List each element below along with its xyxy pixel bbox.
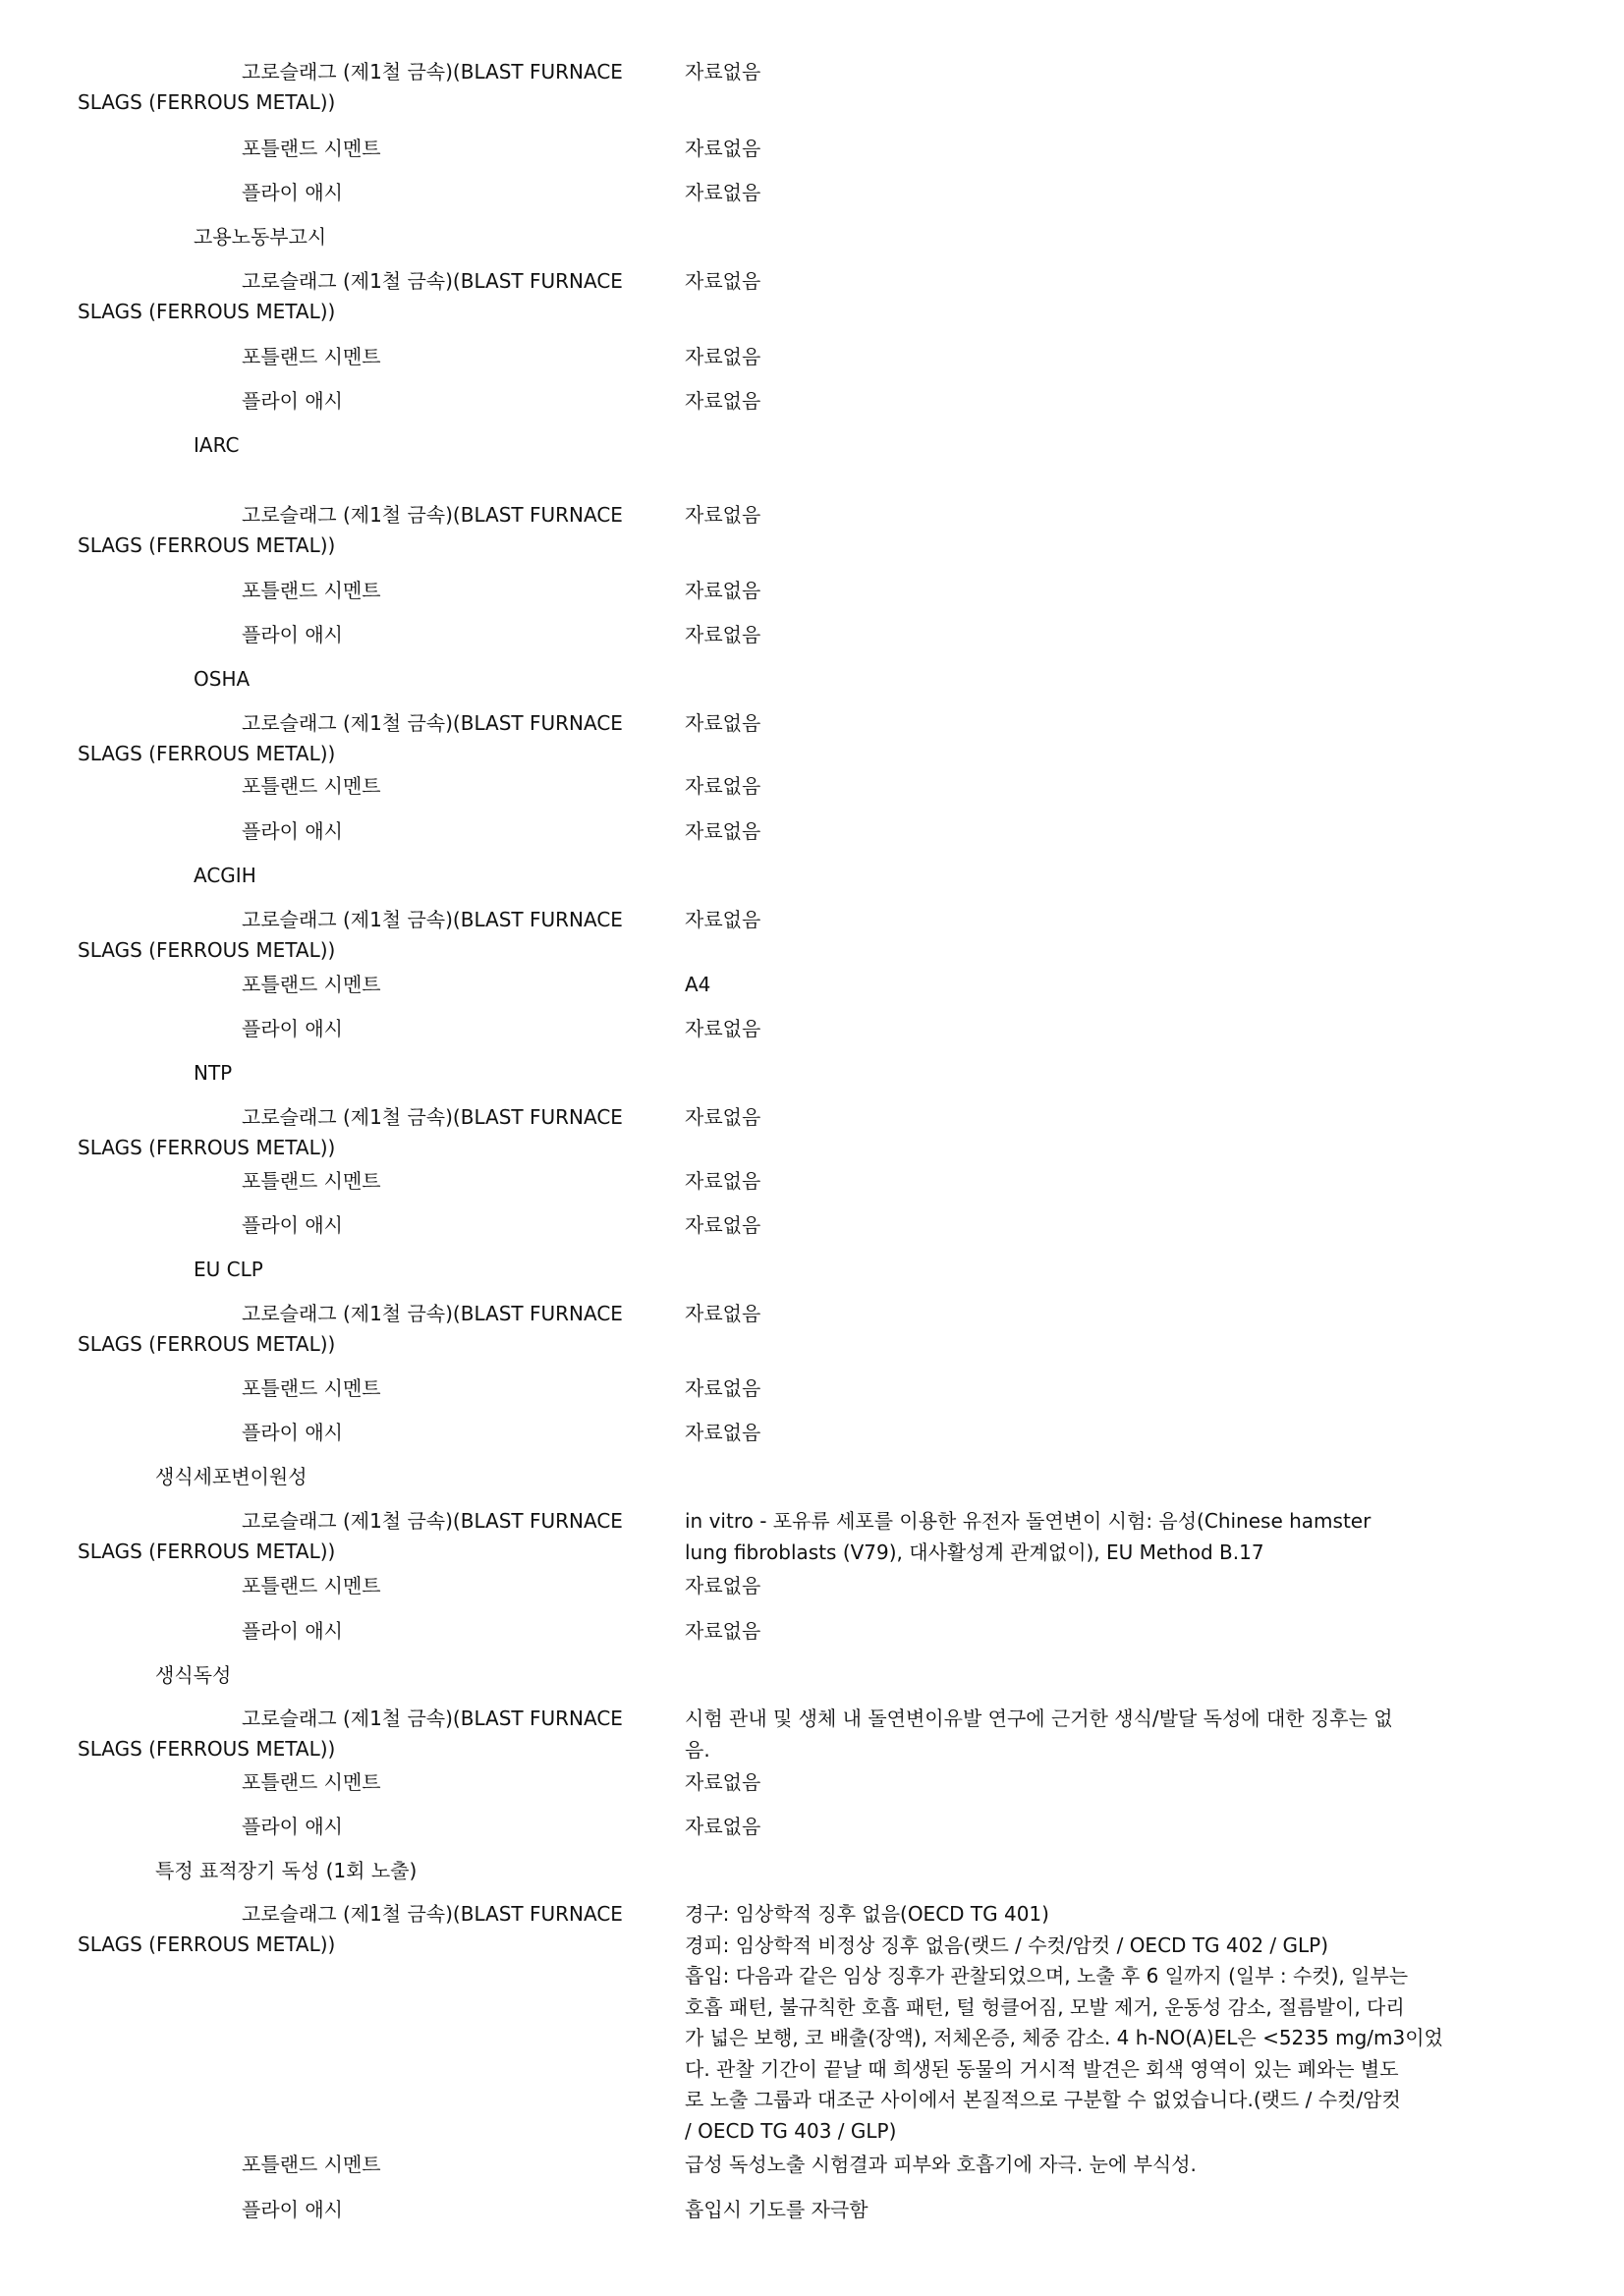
chemical-name-continued: SLAGS (FERROUS METAL)) [78, 533, 336, 557]
section-heading: OSHA [194, 667, 251, 691]
chemical-value: 자료없음 [685, 60, 761, 84]
subsection-heading: 생식세포변이원성 [155, 1465, 308, 1488]
chemical-value: A4 [685, 973, 711, 996]
chemical-name-continued: SLAGS (FERROUS METAL)) [78, 90, 336, 114]
chemical-name-continued: SLAGS (FERROUS METAL)) [78, 742, 336, 765]
chemical-name-continued: SLAGS (FERROUS METAL)) [78, 1136, 336, 1159]
chemical-name: 고로슬래그 (제1철 금속)(BLAST FURNACE [242, 908, 623, 931]
chemical-name: 고로슬래그 (제1철 금속)(BLAST FURNACE [242, 711, 623, 735]
subsection-heading: 생식독성 [155, 1663, 232, 1687]
chemical-name-continued: SLAGS (FERROUS METAL)) [78, 1540, 336, 1563]
chemical-name: 고로슬래그 (제1철 금속)(BLAST FURNACE [242, 1902, 623, 1926]
chemical-value-line: 호흡 패턴, 불규칙한 호흡 패턴, 털 헝클어짐, 모발 제거, 운동성 감소, 절름발이, 다리 [685, 1994, 1405, 2019]
chemical-name: 플라이 애시 [242, 623, 343, 646]
chemical-value: 자료없음 [685, 269, 761, 293]
chemical-value: 흡입시 기도를 자극함 [685, 2198, 868, 2221]
chemical-value-line: 흡입: 다음과 같은 임상 징후가 관찰되었으며, 노출 후 6 일까지 (일부 : 수컷), 일부는 [685, 1964, 1409, 1988]
chemical-name: 플라이 애시 [242, 1213, 343, 1237]
chemical-name: 포틀랜드 시멘트 [242, 2153, 381, 2176]
chemical-value: 자료없음 [685, 1376, 761, 1400]
chemical-name: 플라이 애시 [242, 389, 343, 413]
chemical-value-line: 경피: 임상학적 비정상 징후 없음(랫드 / 수컷/암컷 / OECD TG 402 / GLP) [685, 1932, 1328, 1957]
chemical-value-line: 음. [685, 1737, 710, 1762]
chemical-value: 자료없음 [685, 908, 761, 931]
chemical-value: 자료없음 [685, 137, 761, 160]
chemical-name: 플라이 애시 [242, 2198, 343, 2221]
chemical-name: 고로슬래그 (제1철 금속)(BLAST FURNACE [242, 1707, 623, 1730]
chemical-name: 고로슬래그 (제1철 금속)(BLAST FURNACE [242, 1105, 623, 1129]
chemical-value-line: 경구: 임상학적 징후 없음(OECD TG 401) [685, 1902, 1049, 1926]
chemical-value-line: 로 노출 그룹과 대조군 사이에서 본질적으로 구분할 수 없었습니다.(랫드 / 수컷/암컷 [685, 2088, 1401, 2111]
chemical-value: 자료없음 [685, 1815, 761, 1838]
chemical-name: 플라이 애시 [242, 1619, 343, 1643]
chemical-value-line: lung fibroblasts (V79), 대사활성계 관계없이), EU Method B.17 [685, 1540, 1264, 1564]
chemical-value-line: in vitro - 포유류 세포를 이용한 유전자 돌연변이 시험: 음성(Chinese hamster [685, 1509, 1372, 1533]
chemical-name: 고로슬래그 (제1철 금속)(BLAST FURNACE [242, 1509, 623, 1533]
chemical-value: 자료없음 [685, 1574, 761, 1597]
section-heading: ACGIH [194, 864, 256, 887]
chemical-name: 고로슬래그 (제1철 금속)(BLAST FURNACE [242, 60, 623, 84]
chemical-value: 자료없음 [685, 579, 761, 602]
chemical-value: 자료없음 [685, 389, 761, 413]
chemical-name: 포틀랜드 시멘트 [242, 137, 381, 160]
chemical-value: 자료없음 [685, 623, 761, 646]
chemical-value: 급성 독성노출 시험결과 피부와 호흡기에 자극. 눈에 부식성. [685, 2153, 1197, 2176]
chemical-value: 자료없음 [685, 711, 761, 735]
chemical-name: 포틀랜드 시멘트 [242, 973, 381, 996]
chemical-value: 자료없음 [685, 1302, 761, 1325]
chemical-name: 고로슬래그 (제1철 금속)(BLAST FURNACE [242, 503, 623, 527]
chemical-value: 자료없음 [685, 1421, 761, 1444]
chemical-name: 플라이 애시 [242, 181, 343, 204]
chemical-name-continued: SLAGS (FERROUS METAL)) [78, 938, 336, 962]
chemical-value: 자료없음 [685, 1619, 761, 1643]
chemical-value-line: 시험 관내 및 생체 내 돌연변이유발 연구에 근거한 생식/발달 독성에 대한 징후는 없 [685, 1707, 1393, 1730]
chemical-name-continued: SLAGS (FERROUS METAL)) [78, 1737, 336, 1761]
chemical-name: 플라이 애시 [242, 819, 343, 843]
chemical-value: 자료없음 [685, 345, 761, 368]
chemical-name: 플라이 애시 [242, 1421, 343, 1444]
chemical-value: 자료없음 [685, 181, 761, 204]
chemical-name-continued: SLAGS (FERROUS METAL)) [78, 1932, 336, 1956]
chemical-value: 자료없음 [685, 1770, 761, 1794]
chemical-value: 자료없음 [685, 1213, 761, 1237]
chemical-name: 고로슬래그 (제1철 금속)(BLAST FURNACE [242, 1302, 623, 1325]
section-heading: 고용노동부고시 [194, 225, 327, 249]
chemical-value: 자료없음 [685, 819, 761, 843]
chemical-value-line: 가 넓은 보행, 코 배출(장액), 저체온증, 체중 감소. 4 h-NO(A)EL은 <5235 mg/m3이었 [685, 2026, 1443, 2049]
chemical-name: 포틀랜드 시멘트 [242, 1169, 381, 1193]
chemical-value: 자료없음 [685, 1105, 761, 1129]
chemical-name: 포틀랜드 시멘트 [242, 579, 381, 602]
chemical-name-continued: SLAGS (FERROUS METAL)) [78, 1332, 336, 1356]
section-heading: IARC [194, 433, 240, 457]
chemical-name: 포틀랜드 시멘트 [242, 1770, 381, 1794]
chemical-name: 플라이 애시 [242, 1815, 343, 1838]
subsection-heading: 특정 표적장기 독성 (1회 노출) [155, 1859, 418, 1882]
section-heading: NTP [194, 1061, 233, 1085]
chemical-name: 고로슬래그 (제1철 금속)(BLAST FURNACE [242, 269, 623, 293]
chemical-name: 포틀랜드 시멘트 [242, 774, 381, 798]
chemical-value: 자료없음 [685, 774, 761, 798]
chemical-name-continued: SLAGS (FERROUS METAL)) [78, 300, 336, 323]
chemical-value: 자료없음 [685, 503, 761, 527]
chemical-name: 플라이 애시 [242, 1017, 343, 1040]
chemical-value: 자료없음 [685, 1017, 761, 1040]
chemical-value-line: / OECD TG 403 / GLP) [685, 2118, 897, 2143]
chemical-value: 자료없음 [685, 1169, 761, 1193]
chemical-name: 포틀랜드 시멘트 [242, 1376, 381, 1400]
chemical-name: 포틀랜드 시멘트 [242, 1574, 381, 1597]
section-heading: EU CLP [194, 1258, 263, 1281]
chemical-value-line: 다. 관찰 기간이 끝날 때 희생된 동물의 거시적 발견은 회색 영역이 있는 폐와는 별도 [685, 2056, 1399, 2081]
chemical-name: 포틀랜드 시멘트 [242, 345, 381, 368]
